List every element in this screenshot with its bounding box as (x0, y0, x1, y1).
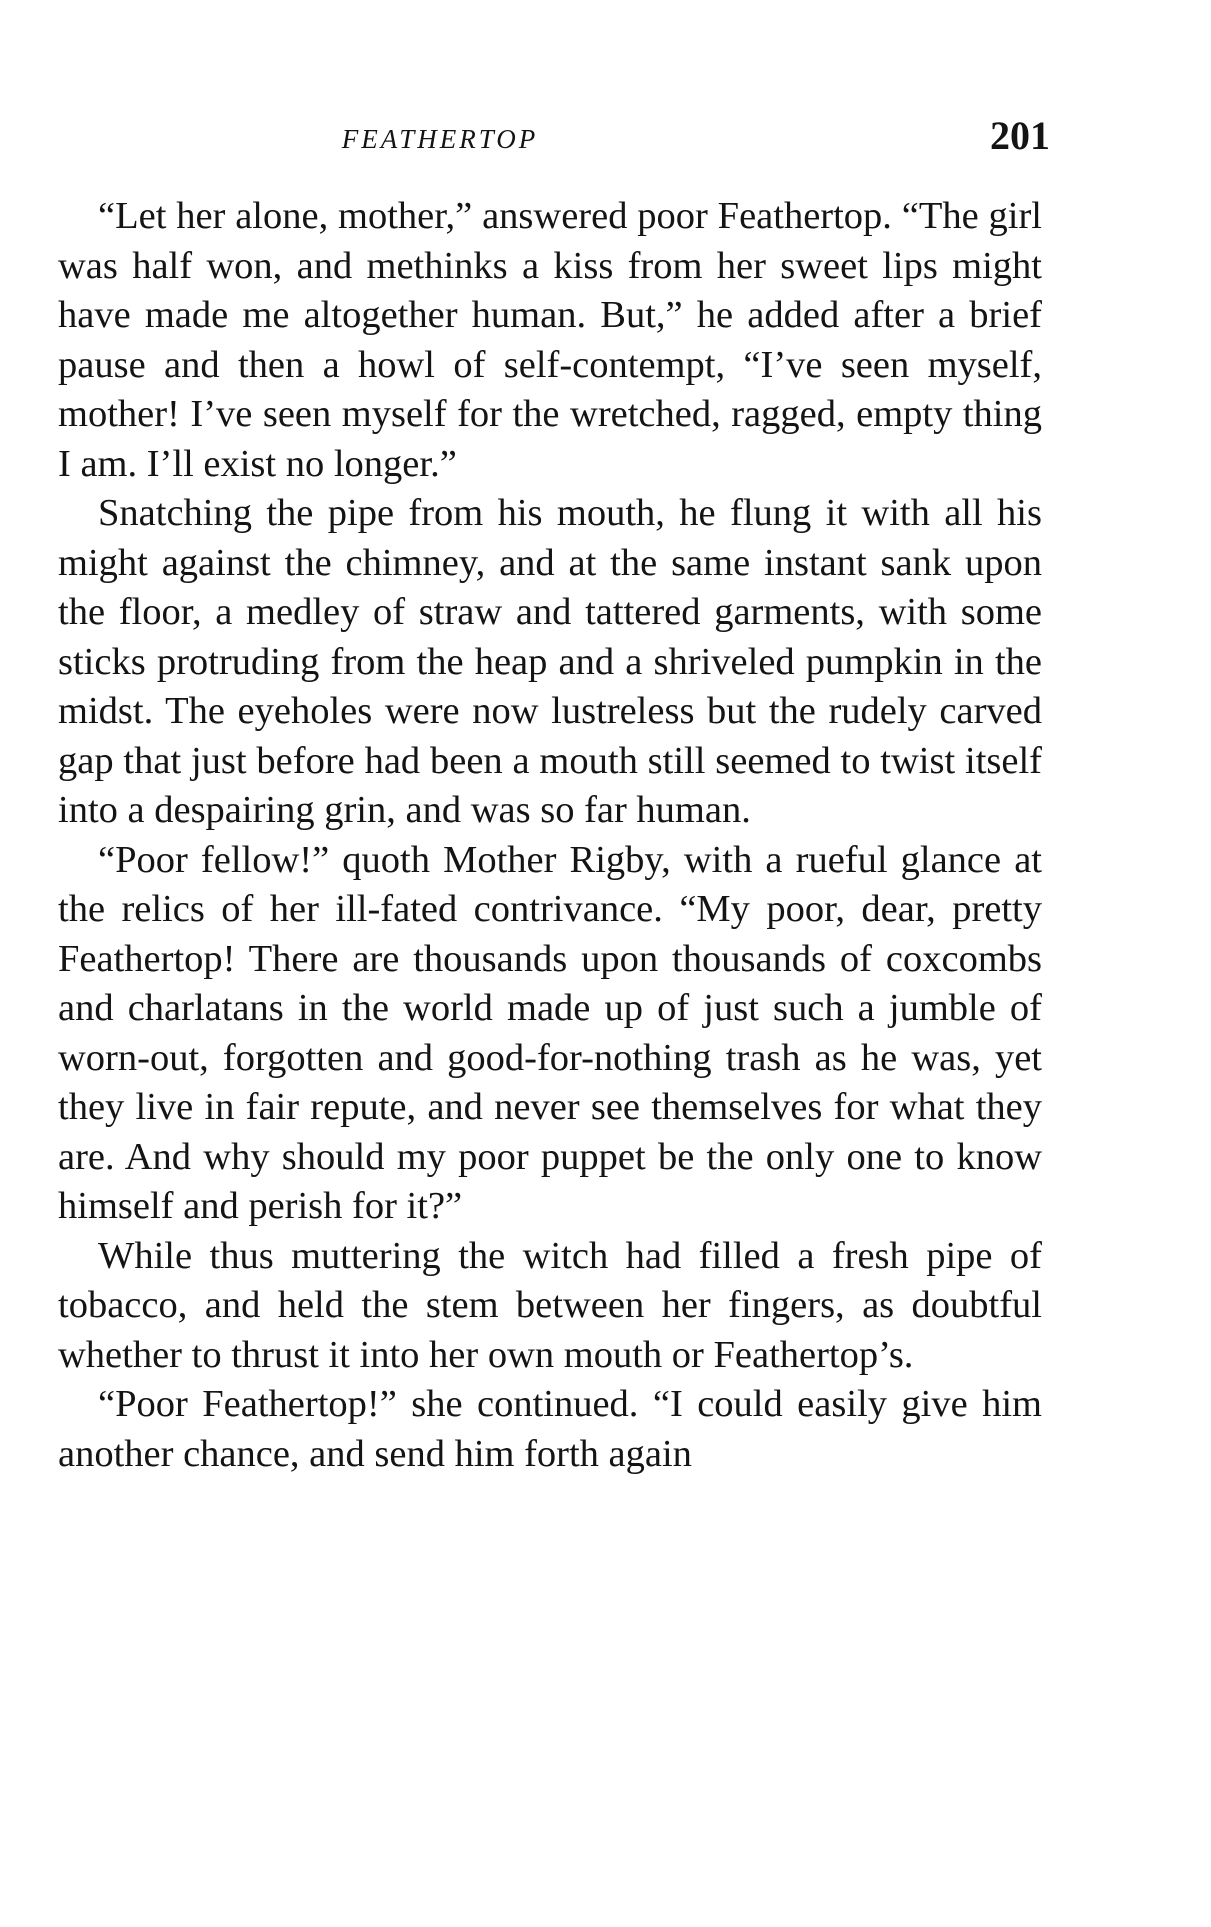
page-number: 201 (990, 113, 1050, 158)
paragraph: “Poor fellow!” quoth Mother Rigby, with a rueful glance at the relics of her ill-fated contrivance. “My poor, dear, pretty Feathertop! There are thousands upon thousands of coxcombs and charlatans in the world made up of just such a jumble of worn-out, forgotten and good-for-nothing trash as he was, yet they live in fair repute, and never see themselves for what they are. And why should my poor puppet be the only one to know himself and perish for it?” (58, 838, 1042, 1227)
running-head (60, 112, 1050, 158)
body-text (58, 192, 1042, 1479)
paragraph: Snatching the pipe from his mouth, he flung it with all his might against the chimney, and at the same instant sank upon the floor, a medley of straw and tattered garments, with some sticks protruding from the heap and a shriveled pumpkin in the midst. The eyeholes were now lustreless but the rudely carved gap that just before had been a mouth still seemed to twist itself into a despairing grin, and was so far human. (58, 492, 1042, 831)
paragraph: “Let her alone, mother,” answered poor Feathertop. “The girl was half won, and methinks a kiss from her sweet lips might have made me altogether human. But,” he added after a brief pause and then a howl of self-contempt, “I’ve seen myself, mother! I’ve seen myself for the wretched, ragged, empty thing I am. I’ll exist no longer.” (58, 195, 1042, 485)
running-title: FEATHERTOP (341, 124, 539, 154)
paragraph: While thus muttering the witch had filled a fresh pipe of tobacco, and held the stem between her fingers, as doubtful whether to thrust it into her own mouth or Feathertop’s. (58, 1234, 1042, 1376)
paragraph: “Poor Feathertop!” she continued. “I could easily give him another chance, and send him forth again (58, 1383, 1042, 1475)
